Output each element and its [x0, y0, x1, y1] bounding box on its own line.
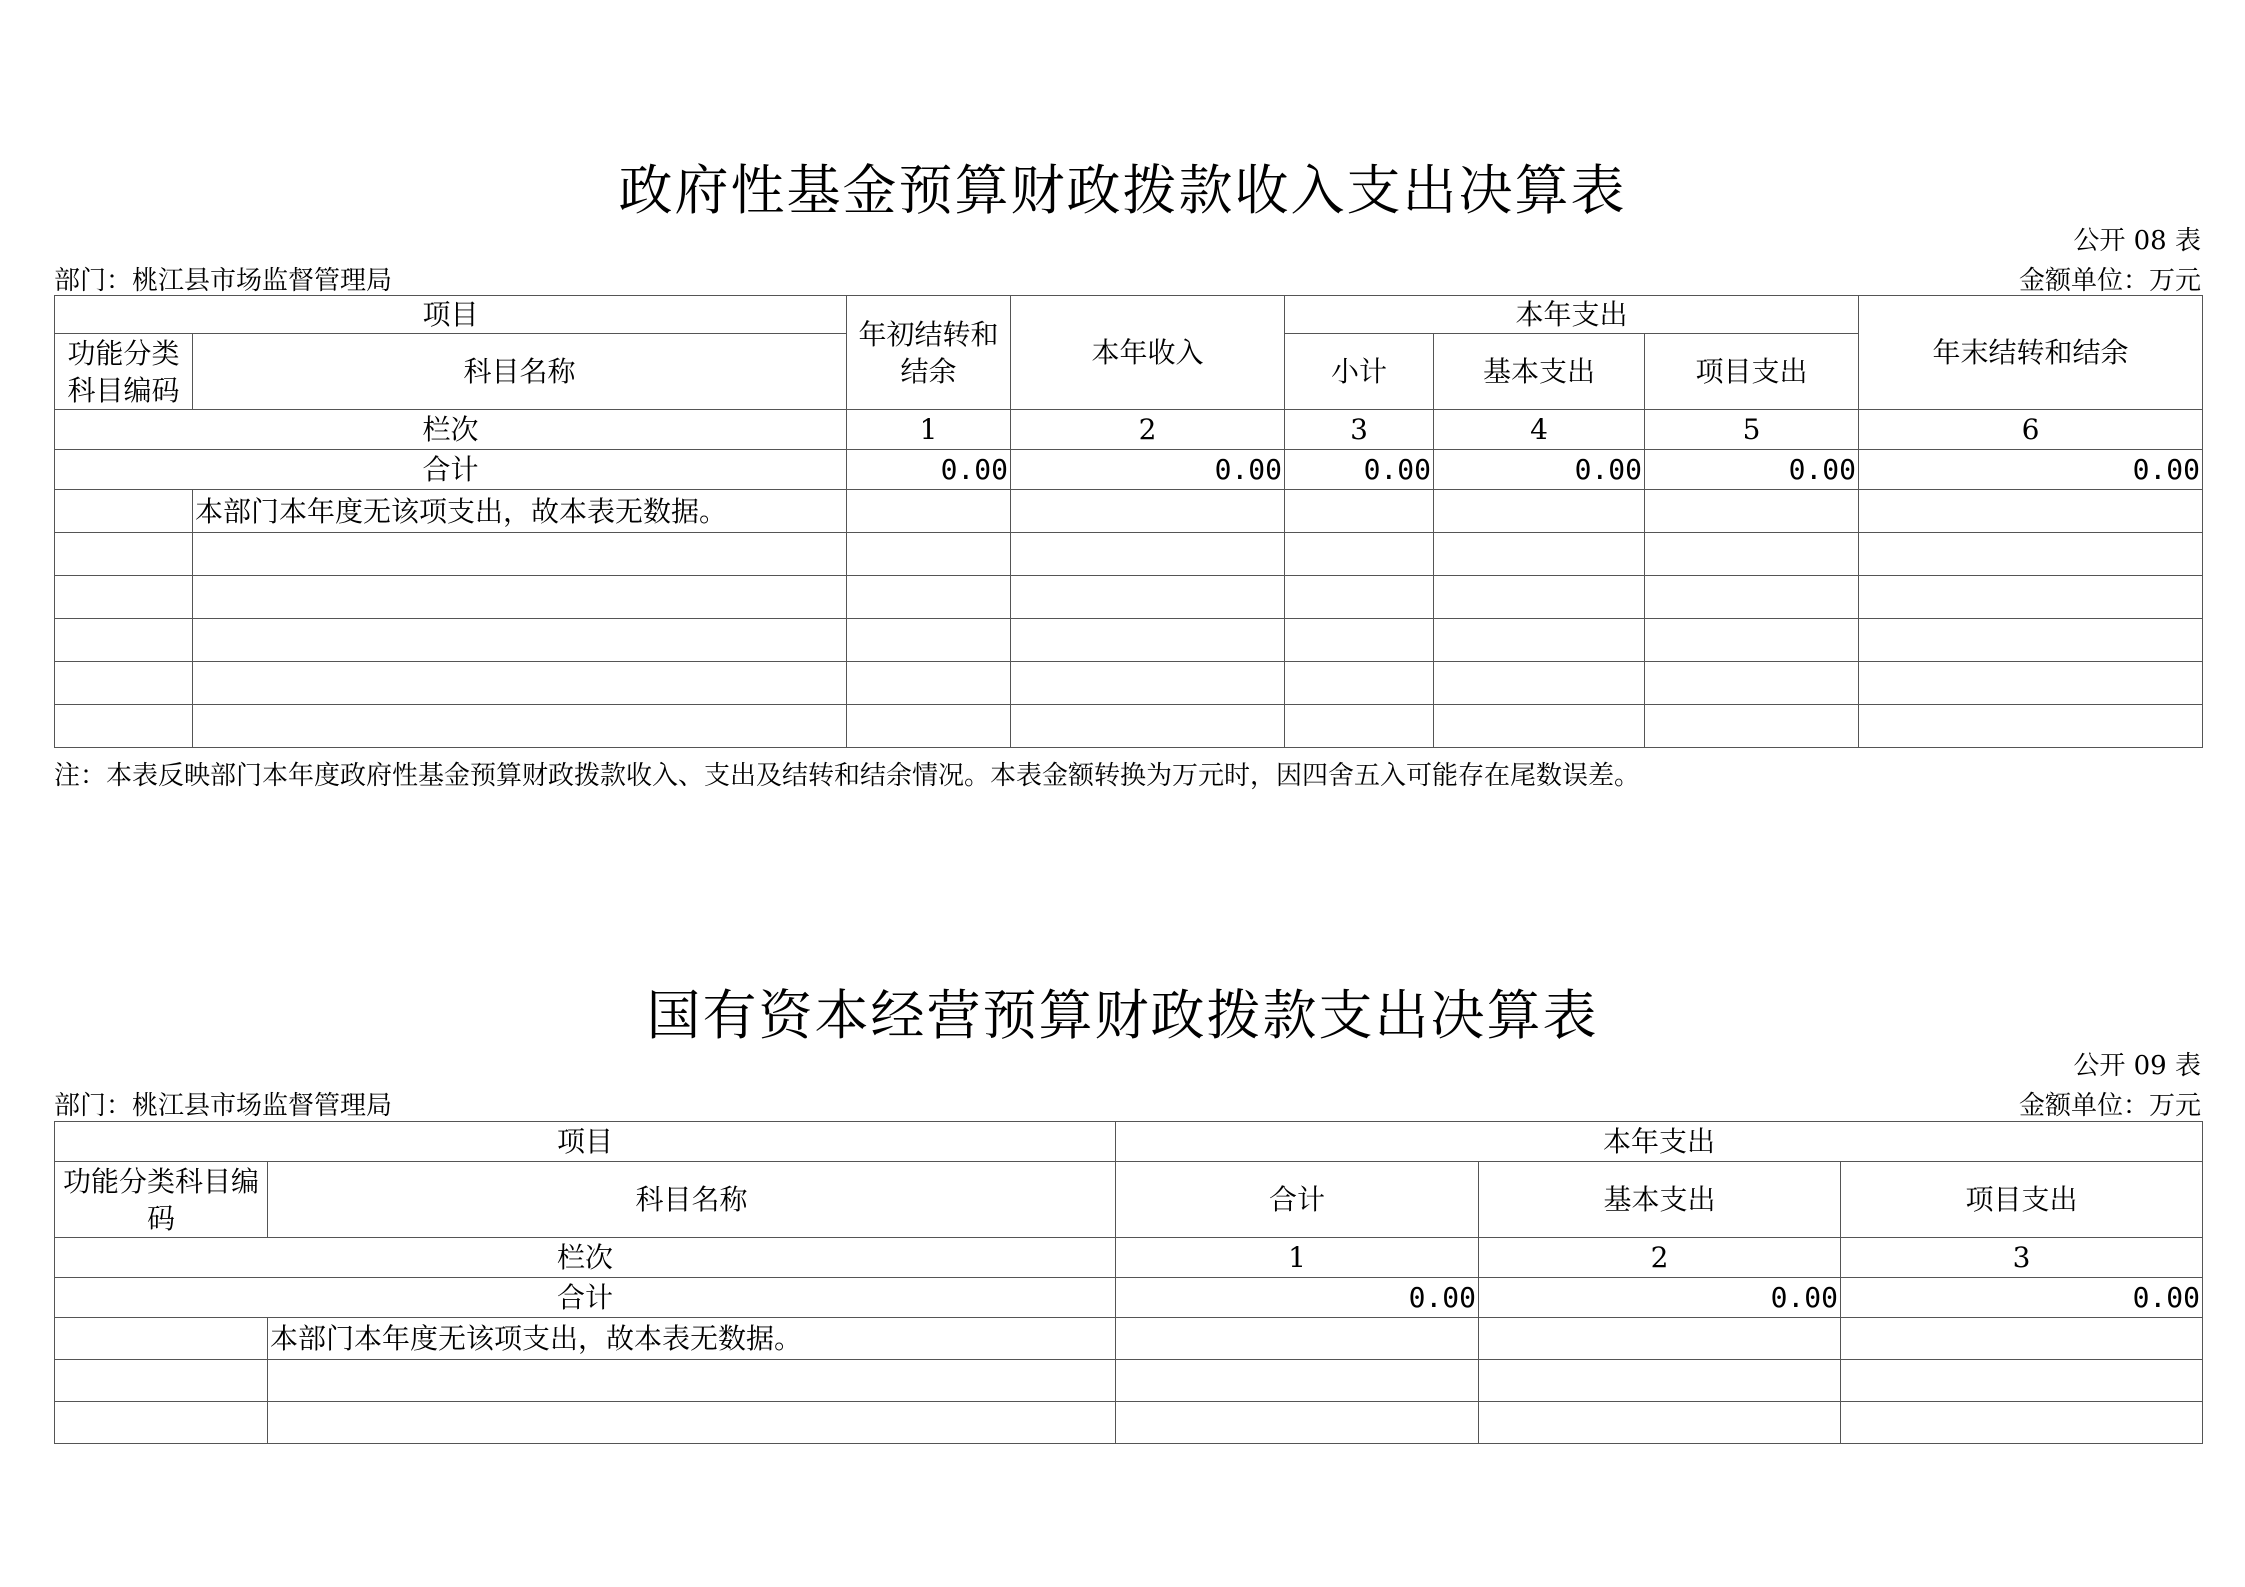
total-label: 合计	[55, 450, 847, 490]
total-value: 0.00	[1841, 1278, 2203, 1318]
table2-form-no: 公开 09 表	[2073, 1051, 2201, 1081]
total-value: 0.00	[847, 450, 1011, 490]
total-value: 0.00	[1645, 450, 1859, 490]
column-index: 6	[1859, 410, 2203, 450]
header-expense: 本年支出	[1116, 1122, 2203, 1162]
header-basic: 基本支出	[1479, 1162, 1841, 1238]
table-row	[55, 662, 2203, 705]
table-row	[55, 533, 2203, 576]
column-index-label: 栏次	[55, 410, 847, 450]
table-row	[55, 1402, 2203, 1444]
total-value: 0.00	[1859, 450, 2203, 490]
table1-department: 部门：桃江县市场监督管理局	[54, 266, 393, 296]
table-row	[55, 1318, 2203, 1360]
table2-title: 国有资本经营预算财政拨款支出决算表	[646, 984, 1599, 1047]
total-label: 合计	[55, 1278, 1116, 1318]
table-row	[55, 619, 2203, 662]
column-index: 5	[1645, 410, 1859, 450]
table-row	[55, 576, 2203, 619]
header-func-code: 功能分类科目编码	[55, 334, 193, 410]
total-row	[55, 450, 2203, 490]
total-value: 0.00	[1116, 1278, 1479, 1318]
header-carryover-end: 年末结转和结余	[1859, 296, 2203, 410]
header-func-code: 功能分类科目编码	[55, 1162, 268, 1238]
total-row	[55, 1278, 2203, 1318]
column-index: 3	[1285, 410, 1434, 450]
table1-form-no: 公开 08 表	[2073, 226, 2201, 256]
total-value: 0.00	[1434, 450, 1645, 490]
header-project: 项目	[55, 1122, 1116, 1162]
table-row	[55, 490, 2203, 533]
table1-note: 注：本表反映部门本年度政府性基金预算财政拨款收入、支出及结转和结余情况。本表金额转换为万元时，因四舍五入可能存在尾数误差。	[54, 761, 1641, 791]
column-index-row	[55, 410, 2203, 450]
column-index-row	[55, 1238, 2203, 1278]
header-basic: 基本支出	[1434, 334, 1645, 410]
column-index: 3	[1841, 1238, 2203, 1278]
total-value: 0.00	[1285, 450, 1434, 490]
header-income: 本年收入	[1011, 296, 1285, 410]
govfund-table	[54, 295, 2203, 748]
column-index: 1	[1116, 1238, 1479, 1278]
header-carryover-begin: 年初结转和结余	[847, 296, 1011, 410]
column-index: 2	[1011, 410, 1285, 450]
empty-message: 本部门本年度无该项支出，故本表无数据。	[193, 490, 847, 533]
table-row	[55, 705, 2203, 748]
header-project: 项目	[55, 296, 847, 334]
header-subject-name: 科目名称	[268, 1162, 1116, 1238]
table2-unit: 金额单位：万元	[2018, 1091, 2201, 1121]
column-index-label: 栏次	[55, 1238, 1116, 1278]
header-subtotal: 小计	[1285, 334, 1434, 410]
header-project-exp: 项目支出	[1645, 334, 1859, 410]
header-expense: 本年支出	[1285, 296, 1859, 334]
soe-capital-table	[54, 1121, 2203, 1444]
header-project-exp: 项目支出	[1841, 1162, 2203, 1238]
header-subject-name: 科目名称	[193, 334, 847, 410]
column-index: 2	[1479, 1238, 1841, 1278]
total-value: 0.00	[1479, 1278, 1841, 1318]
table1-unit: 金额单位：万元	[2018, 266, 2201, 296]
total-value: 0.00	[1011, 450, 1285, 490]
table-row	[55, 1360, 2203, 1402]
table1-title: 政府性基金预算财政拨款收入支出决算表	[618, 159, 1627, 222]
header-total: 合计	[1116, 1162, 1479, 1238]
column-index: 1	[847, 410, 1011, 450]
table2-department: 部门：桃江县市场监督管理局	[54, 1091, 393, 1121]
empty-message: 本部门本年度无该项支出，故本表无数据。	[268, 1318, 1116, 1360]
column-index: 4	[1434, 410, 1645, 450]
